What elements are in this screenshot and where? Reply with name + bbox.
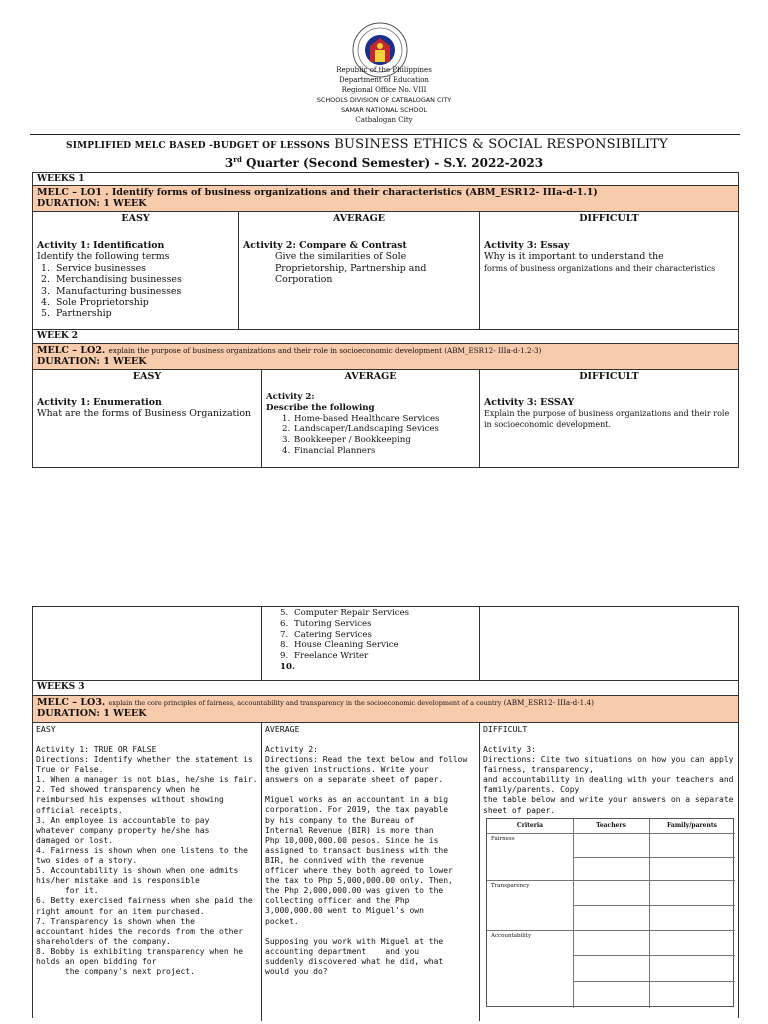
criteria-divider — [573, 981, 735, 982]
weeks1-level-easy: EASY — [121, 213, 150, 224]
weeks3-average-cell — [261, 723, 479, 1021]
quarter-sup: rd — [233, 155, 242, 164]
text-line: family/parents. Copy — [483, 785, 580, 795]
header-line-division: SCHOOLS DIVISION OF CATBALOGAN CITY — [316, 96, 452, 104]
text-line: Directions: Cite two situations on how you can apply — [483, 755, 734, 765]
text-line: accountant hides the records from the other — [36, 926, 244, 936]
week2-average-sub: Describe the following — [266, 402, 375, 413]
list-item: 8. House Cleaning Service — [280, 640, 399, 651]
text-line: fairness, transparency, — [483, 765, 594, 775]
text-line — [265, 927, 479, 937]
text-line: BIR, he connived with the revenue — [265, 855, 424, 865]
list-item: 4. Financial Planners — [282, 445, 376, 456]
weeks3-label-row — [33, 680, 738, 695]
text-line: officer where they both agreed to lower — [265, 866, 453, 876]
text-line: suddenly discovered what he did, what — [265, 956, 444, 966]
weeks1-difficult-cell — [479, 212, 738, 330]
weeks1-difficult-text2: forms of business organizations and their characteristics — [484, 263, 716, 273]
weeks1-easy-title: Activity 1: Identification — [37, 240, 165, 251]
text-line: Activity 2: — [265, 745, 318, 754]
weeks1-label: WEEKS 1 — [37, 174, 85, 184]
text-line: accounting department and you — [265, 946, 420, 956]
document-title — [66, 136, 706, 152]
header-line-department: Department of Education — [339, 76, 429, 84]
criteria-divider — [487, 930, 735, 931]
text-line: the tax to Php 5,000,000.00 only. Then, — [265, 876, 453, 886]
list-item: 6. Tutoring Services — [280, 618, 372, 629]
text-line: two sides of a story. — [36, 856, 138, 866]
list-item: 5. Computer Repair Services — [280, 608, 410, 618]
week2-melc-row — [33, 343, 738, 369]
weeks3-level-difficult: DIFFICULT — [483, 724, 528, 734]
weeks3-level-average: AVERAGE — [265, 724, 300, 734]
criteria-divider — [573, 905, 735, 906]
week2-difficult-cell — [479, 370, 738, 468]
header-line-republic: Republic of the Philippines — [336, 66, 432, 74]
weeks1-level-difficult: DIFFICULT — [579, 213, 639, 224]
week2-easy-text: What are the forms of Business Organization — [37, 408, 252, 420]
weeks1-activity-row — [33, 211, 738, 329]
quarter-title — [0, 155, 768, 170]
list-item: 4. Sole Proprietorship — [41, 297, 149, 309]
weeks3-level-easy: EASY — [36, 724, 56, 734]
weeks3-difficult-cell — [479, 723, 738, 1021]
text-line: 2. Ted showed transparency when he — [36, 785, 200, 795]
criteria-row-transparency: Transparency — [491, 883, 530, 889]
text-line: pocket. — [265, 916, 299, 926]
weeks1-melc-row — [33, 185, 738, 211]
weeks1-difficult-text: Why is it important to understand the — [484, 251, 664, 263]
text-line: 6. Betty exercised fairness when she paid the — [36, 896, 253, 906]
week2-difficult-text: Explain the purpose of business organizations and their role in socioeconomic development. — [484, 409, 730, 430]
weeks3-melc: MELC – LO3. explain the core principles of fairness, accountability and transparency in the socioeconomic development of a country (ABM_ESR12- IIIa-d-1.4) — [37, 697, 594, 708]
weeks3-average-text — [265, 745, 479, 977]
text-line: Php 10,000,000.00 pesos. Since he is — [265, 835, 439, 845]
criteria-divider — [573, 857, 735, 858]
text-line: Miguel works as an accountant in a big — [265, 795, 449, 805]
text-line: Internal Revenue (BIR) is more than — [265, 825, 434, 835]
criteria-divider — [487, 880, 735, 881]
text-line: his/her mistake and is responsible — [36, 876, 200, 886]
week2-continuation-row — [33, 606, 738, 680]
text-line: corporation. For 2019, the tax payable — [265, 805, 449, 815]
weeks1-average-text: Give the similarities of Sole Proprietorship, Partnership and Corporation — [275, 251, 427, 286]
text-line: 3. An employee is accountable to pay — [36, 815, 210, 825]
quarter-number: 3 — [224, 156, 234, 170]
text-line: the company's next project. — [36, 967, 195, 977]
list-item: 9. Freelance Writer — [280, 651, 369, 662]
text-line: by his company to the Bureau of — [265, 815, 415, 825]
weeks1-average-title: Activity 2: Compare & Contrast — [243, 240, 407, 251]
text-line: official receipts. — [36, 805, 123, 815]
header-line-region: Regional Office No. VIII — [341, 86, 427, 94]
list-item: 2. Landscaper/Landscaping Sevices — [282, 424, 439, 435]
week2-average-list — [266, 414, 478, 457]
text-line: 5. Accountability is shown when one admits — [36, 866, 239, 876]
header-line-school: SAMAR NATIONAL SCHOOL — [340, 106, 428, 114]
criteria-header-teachers: Teachers — [596, 822, 626, 829]
week2-easy-title: Activity 1: Enumeration — [37, 397, 162, 408]
text-line: shareholders of the company. — [36, 936, 171, 946]
lesson-table-bottom — [32, 606, 739, 1018]
weeks1-level-average: AVERAGE — [333, 213, 385, 224]
criteria-row-fairness: Fairness — [491, 836, 515, 842]
text-line: assigned to transact business with the — [265, 845, 449, 855]
list-item: 5. Partnership — [41, 308, 112, 320]
week2-average-list-cont: 5. Computer Repair Services 6. Tutoring Services 7. Catering Services 8. House Cleaning Service 9. Freelance Writer 10. — [266, 608, 478, 662]
list-item: 1. Service businesses — [41, 262, 146, 274]
weeks1-easy-cell — [33, 212, 238, 330]
list-item: 3. Manufacturing businesses — [41, 285, 182, 297]
weeks3-activity-row — [33, 722, 738, 1020]
list-item: 3. Bookkeeper / Bookkeeping — [282, 435, 411, 446]
text-line: 7. Transparency is shown when the — [36, 916, 195, 926]
text-line: answers on a separate sheet of paper. — [265, 775, 444, 785]
week2-label-row — [33, 329, 738, 343]
weeks1-difficult-title: Activity 3: Essay — [484, 240, 570, 251]
text-line: Directions: Identify whether the statement is — [36, 755, 253, 765]
text-line: Directions: Read the text below and follow — [265, 755, 468, 765]
text-line: right amount for an item purchased. — [36, 906, 205, 916]
text-line — [265, 785, 479, 795]
weeks3-difficult-text — [483, 745, 738, 816]
title-big: BUSINESS ETHICS & SOCIAL RESPONSIBILITY — [334, 137, 668, 152]
text-line: True or False. — [36, 765, 104, 775]
text-line: reimbursed his expenses without showing — [36, 795, 224, 805]
weeks3-label: WEEKS 3 — [37, 682, 85, 692]
week2-level-average: AVERAGE — [344, 371, 397, 382]
weeks3-duration: DURATION: 1 WEEK — [37, 708, 147, 719]
text-line: sheet of paper. — [483, 805, 556, 815]
text-line: Activity 1: TRUE OR FALSE — [36, 745, 157, 754]
lesson-table-top — [32, 172, 739, 468]
weeks3-easy-text — [36, 745, 260, 977]
week2-activity-row — [33, 369, 738, 467]
criteria-divider — [573, 819, 574, 1008]
weeks3-melc-row — [33, 695, 738, 722]
week2-level-difficult: DIFFICULT — [579, 371, 639, 382]
week2-easy-cell-cont — [33, 606, 261, 680]
week2-difficult-title: Activity 3: ESSAY — [484, 397, 575, 408]
week2-average-cell — [261, 370, 479, 468]
text-line: the table below and write your answers on a separate — [483, 795, 734, 805]
criteria-header-criteria: Criteria — [516, 822, 544, 829]
list-item: 7. Catering Services — [280, 629, 372, 640]
title-small: SIMPLIFIED MELC BASED -BUDGET OF LESSONS — [66, 141, 330, 151]
weeks1-melc: MELC – LO1 . Identify forms of business organizations and their characteristics (ABM_ESR12- IIIa-d-1.1) — [37, 187, 598, 198]
text-line: 8. Bobby is exhibiting transparency when he — [36, 946, 244, 956]
text-line: 3,000,000.00 went to Miguel's own — [265, 906, 424, 916]
text-line: and accountability in dealing with your teachers and — [483, 775, 734, 785]
criteria-header-family: Family/parents — [667, 822, 717, 829]
week2-difficult-cell-cont — [479, 606, 738, 680]
text-line: collecting officer and the Php — [265, 896, 410, 906]
criteria-divider — [573, 955, 735, 956]
week2-average-cell-cont — [261, 606, 479, 680]
title-divider — [30, 134, 740, 135]
criteria-divider — [487, 833, 735, 834]
text-line: holds an open bidding for — [36, 956, 157, 966]
weeks3-easy-cell — [33, 723, 261, 1021]
text-line: damaged or lost. — [36, 835, 114, 845]
text-line: 4. Fairness is shown when one listens to the — [36, 845, 248, 855]
text-line: whatever company property he/she has — [36, 825, 210, 835]
list-item: 2. Merchandising businesses — [41, 274, 182, 286]
text-line: 1. When a manager is not bias, he/she is fair. — [36, 775, 258, 785]
week2-average-title: Activity 2: — [266, 392, 315, 402]
week2-easy-cell — [33, 370, 261, 468]
text-line: Activity 3: — [483, 745, 536, 754]
weeks1-average-cell — [238, 212, 479, 330]
week2-duration: DURATION: 1 WEEK — [37, 356, 147, 367]
week2-label: WEEK 2 — [37, 331, 79, 341]
text-line: for it. — [36, 886, 99, 896]
list-item: 1. Home-based Healthcare Services — [282, 413, 440, 424]
weeks1-duration: DURATION: 1 WEEK — [37, 198, 147, 209]
text-line: the given instructions. Write your — [265, 765, 429, 775]
criteria-divider — [649, 819, 650, 1008]
weeks1-easy-list — [37, 263, 237, 320]
text-line: Supposing you work with Miguel at the — [265, 936, 444, 946]
quarter-rest: Quarter (Second Semester) - S.Y. 2022-2023 — [241, 156, 544, 170]
week2-level-easy: EASY — [132, 371, 162, 382]
header-line-city: Catbalogan City — [355, 116, 413, 124]
criteria-row-accountability: Accountability — [491, 933, 532, 939]
text-line: would you do? — [265, 966, 328, 976]
week2-melc: MELC – LO2. explain the purpose of business organizations and their role in socioeconomic development (ABM_ESR12- IIIa-d-1.2-3) — [37, 345, 542, 356]
text-line: the Php 2,000,000.00 was given to the — [265, 886, 444, 896]
criteria-table — [486, 818, 734, 1007]
weeks1-easy-intro: Identify the following terms — [37, 251, 170, 263]
